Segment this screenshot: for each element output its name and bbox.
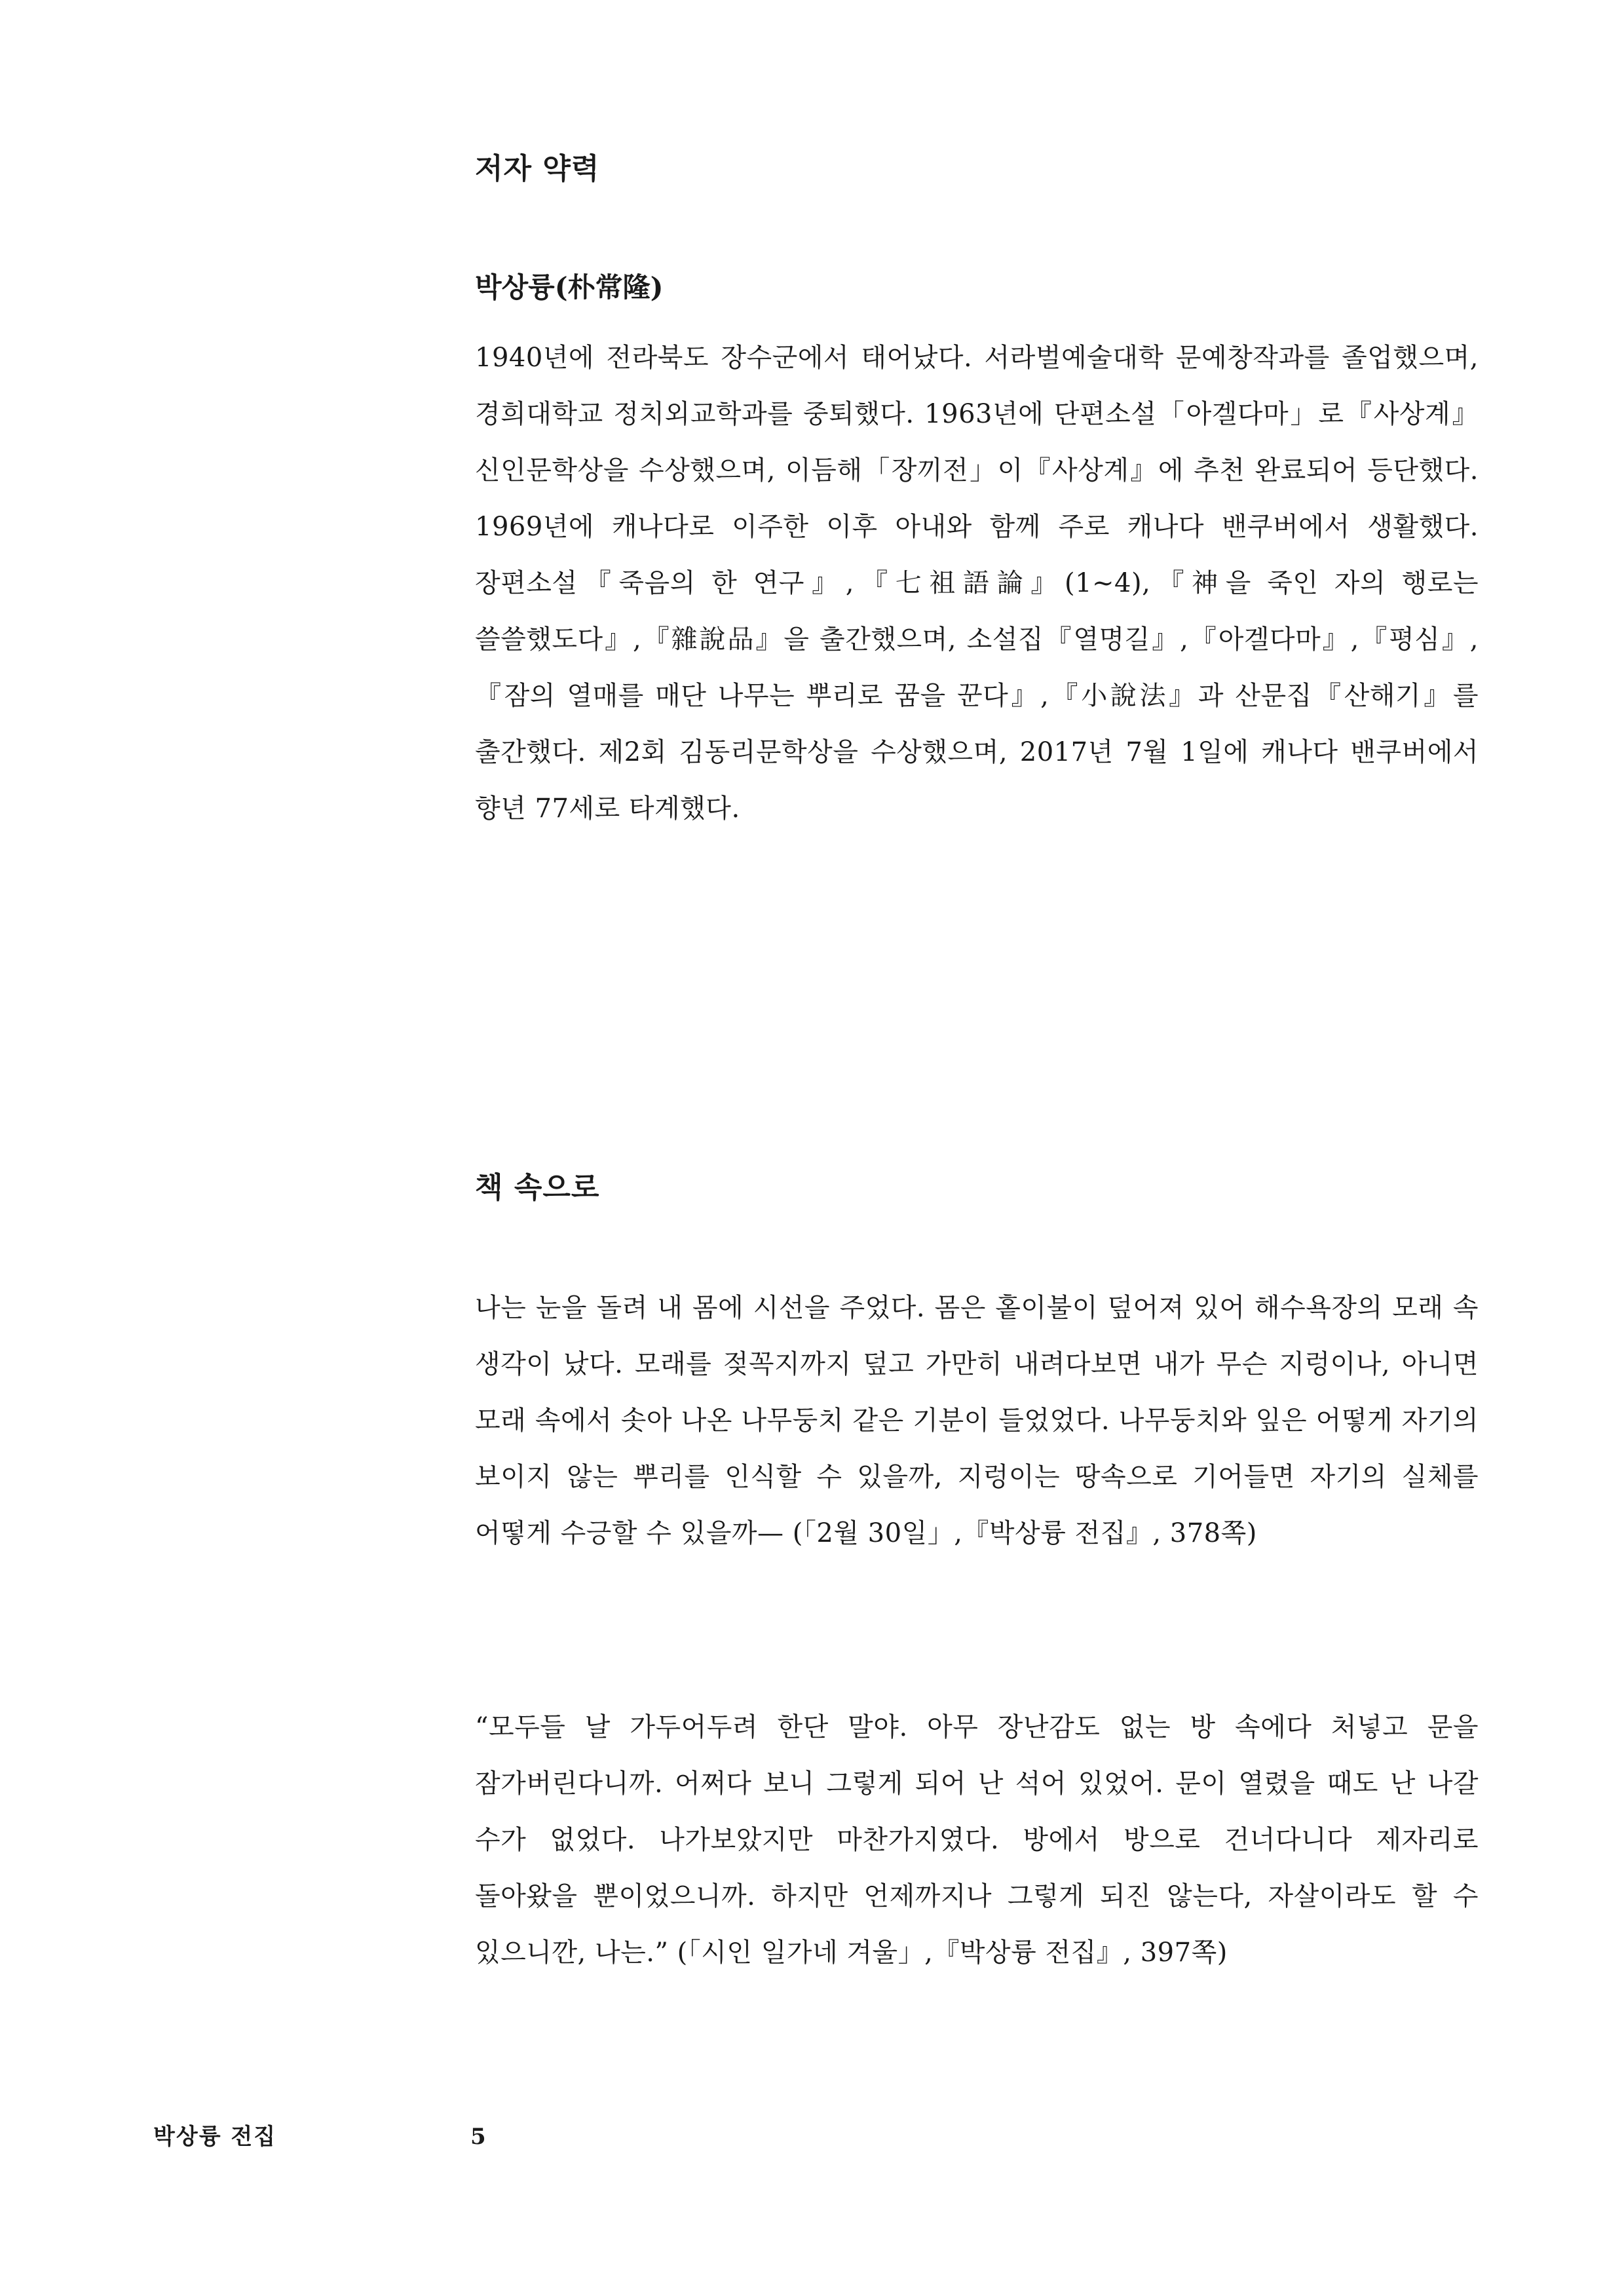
book-excerpt: 나는 눈을 돌려 내 몸에 시선을 주었다. 몸은 홑이불이 덮어져 있어 해수욕장의 모래 속 생각이 났다. 모래를 젖꼭지까지 덮고 가만히 내려다보면 내가 무슨 지렁이나, 아니면 모래 속에서 솟아 나온 나무둥치 같은 기분이 들었었다. 나무둥치와 잎은 어떻게 자기의 보이지 않는 뿌리를 인식할 수 있을까, 지렁이는 땅속으로 기어들면 자기의 실체를 어떻게 수긍할 수 있을까— (「2월 30일」,『박상륭 전집』, 378쪽) xyxy=(475,1293,1479,1548)
footer-page-number: 5 xyxy=(470,2124,486,2150)
section-heading-into-the-book: 책 속으로 xyxy=(475,1171,600,1204)
author-bio-paragraph: 1940년에 전라북도 장수군에서 태어났다. 서라벌예술대학 문예창작과를 졸업했으며, 경희대학교 정치외교학과를 중퇴했다. 1963년에 단편소설「아겔다마」로『사상계』신인문학상을 수상했으며, 이듬해「장끼전」이『사상계』에 추천 완료되어 등단했다. 1969년에 캐나다로 이주한 이후 아내와 함께 주로 캐나다 밴쿠버에서 생활했다. 장편소설『죽음의 한 연구』,『七祖語論』(1~4),『神을 죽인 자의 행로는 쓸쓸했도다』,『雜說品』을 출간했으며, 소설집『열명길』,『아겔다마』,『평심』,『잠의 열매를 매단 나무는 뿌리로 꿈을 꾼다』,『小說法』과 산문집『산해기』를 출간했다. 제2회 김동리문학상을 수상했으며, 2017년 7월 1일에 캐나다 밴쿠버에서 향년 77세로 타계했다. xyxy=(475,343,1479,824)
section-heading-author-bio: 저자 약력 xyxy=(475,152,600,185)
footer-book-title: 박상륭 전집 xyxy=(153,2124,277,2150)
book-excerpt: “모두들 날 가두어두려 한단 말야. 아무 장난감도 없는 방 속에다 처넣고 문을 잠가버린다니까. 어쩌다 보니 그렇게 되어 난 석어 있었어. 문이 열렸을 때도 난 나갈 수가 없었다. 나가보았지만 마찬가지였다. 방에서 방으로 건너다니다 제자리로 돌아왔을 뿐이었으니까. 하지만 언제까지나 그렇게 되진 않는다, 자살이라도 할 수 있으니깐, 나는.” (「시인 일가네 겨울」,『박상륭 전집』, 397쪽) xyxy=(475,1712,1479,1968)
author-name: 박상륭(朴常隆) xyxy=(475,271,664,303)
